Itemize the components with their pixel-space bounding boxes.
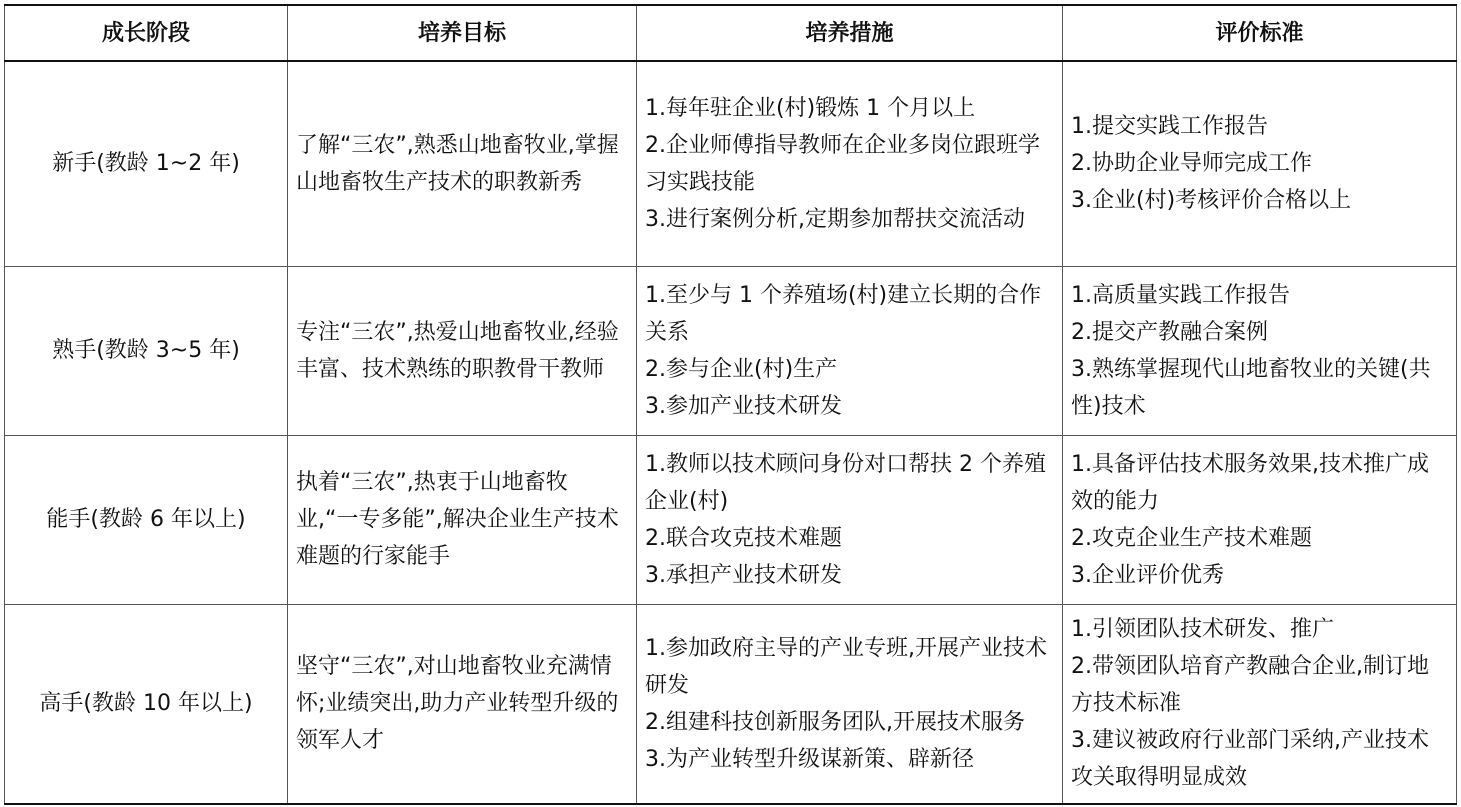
measure-item: 2.组建科技创新服务团队,开展技术服务 [645,709,1025,735]
measure-item: 3.为产业转型升级谋新策、辟新径 [645,746,974,772]
measure-item: 3.进行案例分析,定期参加帮扶交流活动 [645,206,1025,232]
criteria-item: 2.提交产教融合案例 [1071,319,1268,345]
header-evaluation-criteria: 评价标准 [1063,5,1457,61]
header-training-measures: 培养措施 [637,5,1063,61]
goal-cell: 坚守“三农”,对山地畜牧业充满情怀;业绩突出,助力产业转型升级的领军人才 [288,604,637,804]
measure-item: 3.承担产业技术研发 [645,562,842,588]
measures-cell [637,61,1063,266]
measure-item: 1.教师以技术顾问身份对口帮扶 2 个养殖企业(村) [645,451,1046,514]
measure-item: 2.企业师傅指导教师在企业多岗位跟班学习实践技能 [645,132,1040,195]
criteria-item: 3.建议被政府行业部门采纳,产业技术攻关取得明显成效 [1071,728,1429,791]
header-training-goal: 培养目标 [288,5,637,61]
measure-item: 2.联合攻克技术难题 [645,525,842,551]
teacher-growth-table-container [4,4,1456,803]
measure-item: 3.参加产业技术研发 [645,393,842,419]
criteria-item: 1.具备评估技术服务效果,技术推广成效的能力 [1071,451,1429,514]
measures-cell [637,266,1063,435]
table-row [5,604,1457,804]
table-row [5,435,1457,604]
criteria-item: 2.带领团队培育产教融合企业,制订地方技术标准 [1071,654,1429,717]
measures-cell [637,604,1063,804]
teacher-growth-table [4,4,1457,805]
measure-item: 1.参加政府主导的产业专班,开展产业技术研发 [645,635,1047,698]
measure-item: 1.至少与 1 个养殖场(村)建立长期的合作关系 [645,282,1042,345]
criteria-cell [1063,266,1457,435]
stage-cell: 高手(教龄 10 年以上) [5,604,288,804]
criteria-cell [1063,604,1457,804]
criteria-item: 2.协助企业导师完成工作 [1071,151,1312,177]
table-row [5,61,1457,266]
criteria-item: 1.引领团队技术研发、推广 [1071,617,1334,643]
criteria-item: 1.高质量实践工作报告 [1071,282,1290,308]
criteria-item: 1.提交实践工作报告 [1071,114,1268,140]
goal-cell: 执着“三农”,热衷于山地畜牧业,“一专多能”,解决企业生产技术难题的行家能手 [288,435,637,604]
header-growth-stage: 成长阶段 [5,5,288,61]
measures-cell [637,435,1063,604]
measure-item: 1.每年驻企业(村)锻炼 1 个月以上 [645,95,976,121]
stage-cell: 能手(教龄 6 年以上) [5,435,288,604]
stage-cell: 新手(教龄 1~2 年) [5,61,288,266]
table-row [5,266,1457,435]
criteria-cell [1063,435,1457,604]
goal-cell: 专注“三农”,热爱山地畜牧业,经验丰富、技术熟练的职教骨干教师 [288,266,637,435]
criteria-item: 3.熟练掌握现代山地畜牧业的关键(共性)技术 [1071,356,1431,419]
goal-cell: 了解“三农”,熟悉山地畜牧业,掌握山地畜牧生产技术的职教新秀 [288,61,637,266]
criteria-item: 2.攻克企业生产技术难题 [1071,525,1312,551]
criteria-cell [1063,61,1457,266]
stage-cell: 熟手(教龄 3~5 年) [5,266,288,435]
criteria-item: 3.企业(村)考核评价合格以上 [1071,188,1352,214]
criteria-item: 3.企业评价优秀 [1071,562,1224,588]
table-header-row [5,5,1457,61]
measure-item: 2.参与企业(村)生产 [645,356,838,382]
